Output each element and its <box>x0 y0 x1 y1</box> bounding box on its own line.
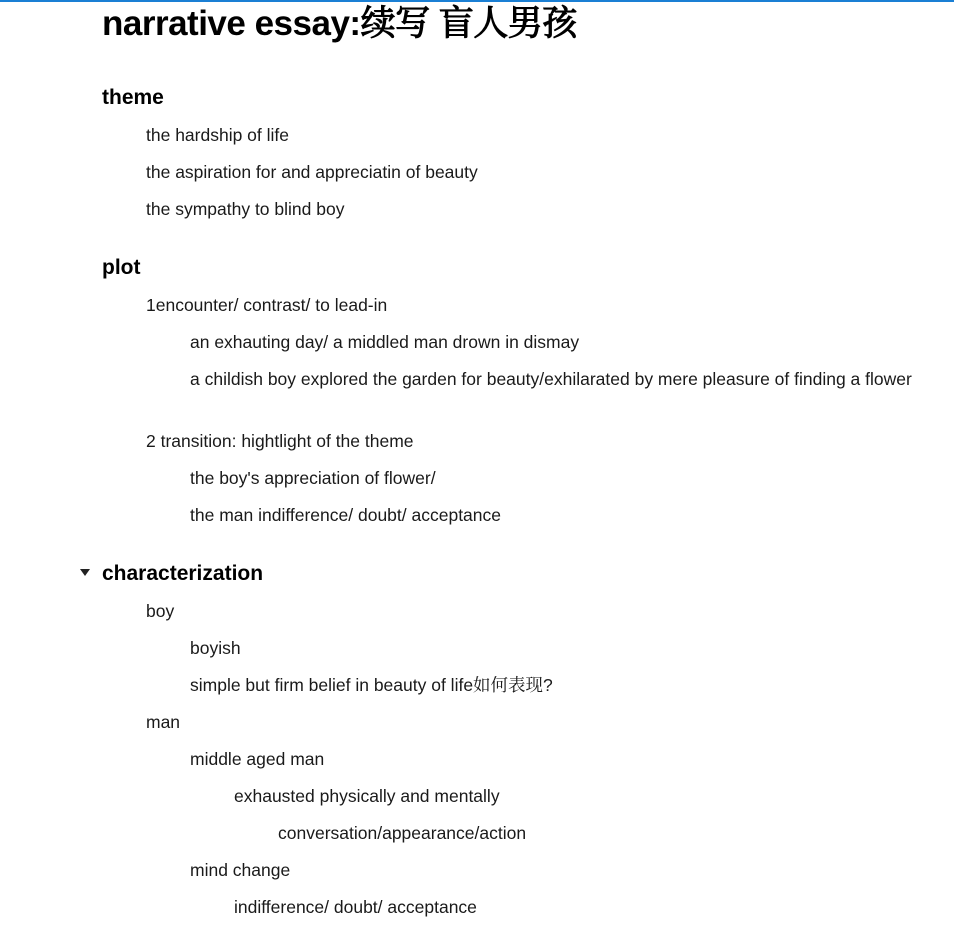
heading-characterization[interactable]: characterization <box>102 562 264 585</box>
list-item[interactable]: the aspiration for and appreciatin of beauty <box>146 162 478 182</box>
collapse-triangle-icon[interactable] <box>80 569 90 576</box>
list-item[interactable]: the sympathy to blind boy <box>146 199 345 219</box>
list-item[interactable]: man <box>146 712 181 732</box>
list-item[interactable]: the hardship of life <box>146 125 290 145</box>
list-item[interactable]: an exhauting day/ a middled man drown in dismay <box>190 332 580 352</box>
list-item[interactable]: middle aged man <box>190 749 325 769</box>
list-item[interactable]: simple but firm belief in beauty of life如何表现? <box>190 675 553 695</box>
list-item[interactable]: mind change <box>190 860 291 880</box>
list-item[interactable]: boyish <box>190 638 241 658</box>
heading-theme[interactable]: theme <box>102 86 164 109</box>
page-title: narrative essay:续写 盲人男孩 <box>102 4 577 43</box>
list-item[interactable]: the man indifference/ doubt/ acceptance <box>190 505 502 525</box>
list-item[interactable]: 2 transition: hightlight of the theme <box>146 431 414 451</box>
heading-plot[interactable]: plot <box>102 256 141 279</box>
list-item[interactable]: conversation/appearance/action <box>278 823 527 843</box>
list-item[interactable]: boy <box>146 601 175 621</box>
list-item[interactable]: the boy's appreciation of flower/ <box>190 468 436 488</box>
list-item[interactable]: exhausted physically and mentally <box>234 786 500 806</box>
list-item[interactable]: 1encounter/ contrast/ to lead-in <box>146 295 388 315</box>
list-item[interactable]: a childish boy explored the garden for beauty/exhilarated by mere pleasure of finding a flower <box>190 369 912 389</box>
list-item[interactable]: indifference/ doubt/ acceptance <box>234 897 477 917</box>
